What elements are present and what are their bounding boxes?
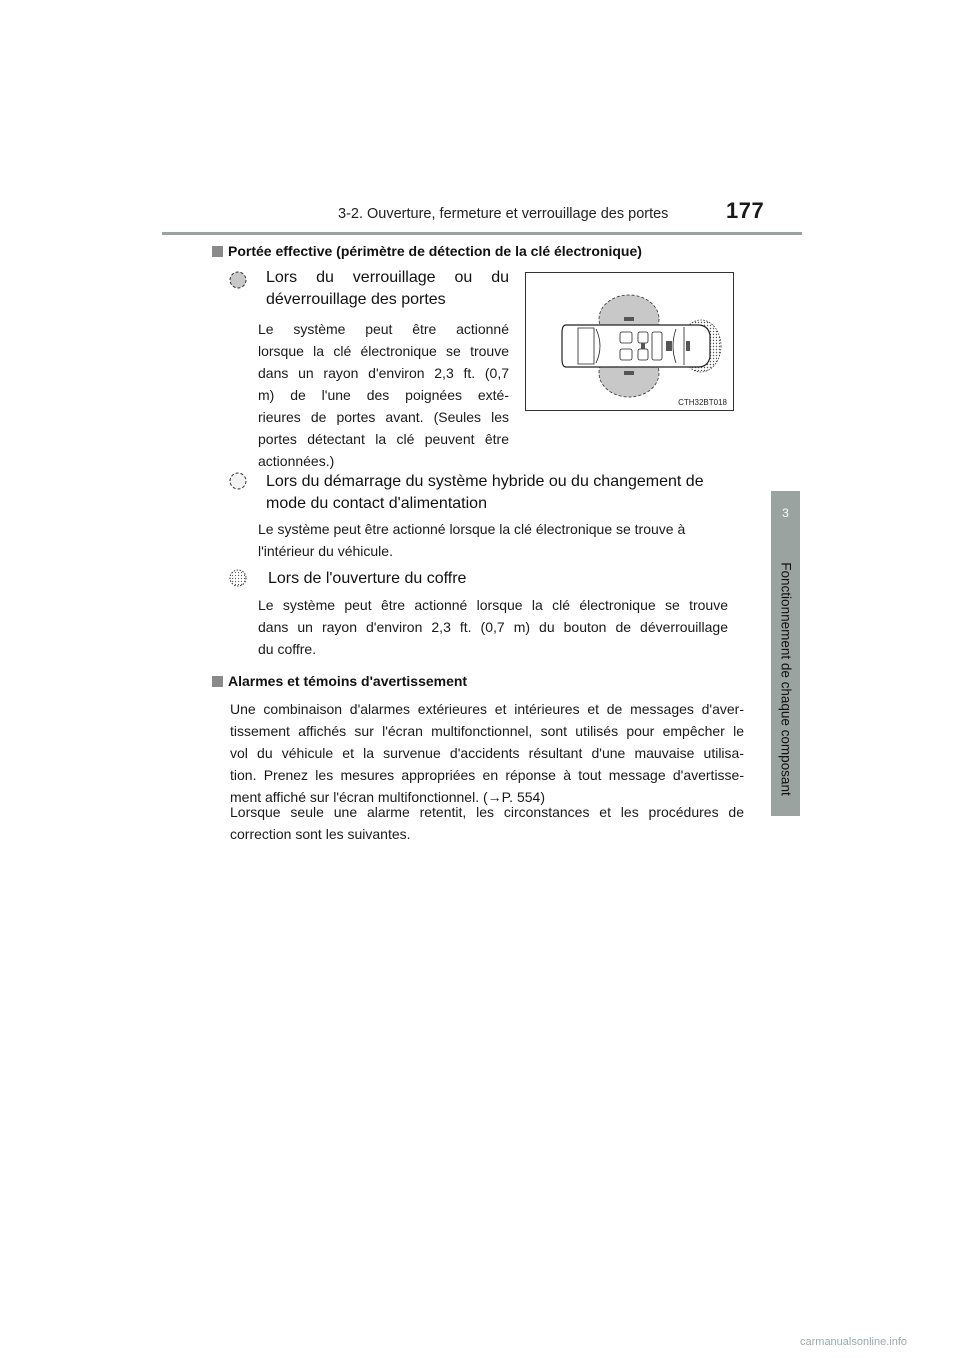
page-number: 177 bbox=[726, 198, 765, 223]
alarms-heading-text: Alarmes et témoins d'avertissement bbox=[228, 673, 468, 689]
item3-text-line: Le système peut être actionné lorsque la clé électronique se trouve bbox=[258, 597, 728, 613]
item2-text-line: Le système peut être actionné lorsque la clé électronique se trouve à bbox=[258, 521, 686, 537]
item2-text bbox=[258, 518, 738, 562]
item1-text-line: lorsque la clé électronique se trouve bbox=[258, 343, 509, 359]
square-bullet-icon bbox=[212, 676, 223, 687]
item1-text bbox=[258, 318, 509, 472]
alarms-heading bbox=[212, 673, 467, 689]
figure-code: CTH32BT018 bbox=[678, 398, 727, 407]
alarms-p1-line: Une combinaison d'alarmes extérieures et intérieures et de messages d'aver- bbox=[230, 701, 744, 717]
antenna-mark bbox=[666, 341, 672, 351]
item1-title-word: ou bbox=[454, 269, 473, 286]
item1-title-line1 bbox=[266, 267, 509, 289]
item1-text-line: actionnées.) bbox=[258, 453, 335, 469]
item1-title-line2: déverrouillage des portes bbox=[266, 291, 446, 308]
item3-title: Lors de l'ouverture du coffre bbox=[268, 570, 467, 587]
antenna-mark bbox=[686, 341, 690, 351]
alarms-paragraph-2 bbox=[230, 801, 744, 845]
item3-text-line: dans un rayon d'environ 2,3 ft. (0,7 m) du bouton de déverrouillage bbox=[258, 619, 728, 635]
chapter-label-text: Fonctionnement de chaque composant bbox=[778, 561, 793, 796]
detection-range-figure bbox=[525, 272, 734, 411]
dotted-circle-icon bbox=[228, 568, 248, 588]
item2-title-line: mode du contact d'alimentation bbox=[266, 495, 487, 512]
item1-text-line: Le système peut être actionné bbox=[258, 321, 509, 337]
antenna-mark bbox=[624, 317, 634, 321]
effective-range-heading-text: Portée effective (périmètre de détection de la clé électronique) bbox=[228, 243, 642, 259]
item2-title bbox=[266, 471, 736, 515]
item1-title-word: Lors bbox=[266, 269, 298, 286]
item1-title-word: verrouillage bbox=[352, 269, 436, 286]
rear-seat bbox=[652, 332, 662, 360]
alarms-paragraph-1 bbox=[230, 698, 744, 808]
header-divider bbox=[162, 232, 802, 235]
effective-range-heading bbox=[212, 243, 642, 259]
square-bullet-icon bbox=[212, 246, 223, 257]
alarms-p1-line: tion. Prenez les mesures appropriées en réponse à tout message d'avertisse- bbox=[230, 767, 744, 783]
alarms-p2-line: correction sont les suivantes. bbox=[230, 826, 411, 842]
seat bbox=[638, 332, 648, 343]
item3-text-line: du coffre. bbox=[258, 641, 317, 657]
antenna-mark bbox=[641, 343, 645, 349]
alarms-p1-line: vol du véhicule et la survenue d'accidents résultant d'une mauvaise utilisa- bbox=[230, 745, 744, 761]
alarms-p2-line: Lorsque seule une alarme retentit, les circonstances et les procédures de bbox=[230, 804, 744, 820]
item1-text-line: m) de l'une des poignées exté- bbox=[258, 387, 509, 403]
dashed-circle-icon bbox=[228, 270, 248, 290]
chapter-number: 3 bbox=[782, 506, 789, 520]
item1-text-line: rieures de portes avant. (Seules les bbox=[258, 409, 509, 425]
item2-title-line: Lors du démarrage du système hybride ou du changement de bbox=[266, 473, 704, 490]
seat bbox=[620, 349, 632, 360]
watermark-text: carmanualsonline.info bbox=[800, 1336, 908, 1348]
seat bbox=[638, 349, 648, 360]
seat bbox=[620, 332, 632, 343]
item1-title-word: du bbox=[491, 269, 509, 286]
alarms-p1-line: ment affiché sur l'écran multifonctionnel. (→P. 554) bbox=[230, 789, 545, 805]
light-circle-icon bbox=[228, 471, 248, 491]
car-top-view-illustration bbox=[526, 273, 733, 410]
item1-title-word: du bbox=[316, 269, 334, 286]
item1-text-line: dans un rayon d'environ 2,3 ft. (0,7 bbox=[258, 365, 509, 381]
item3-text bbox=[258, 594, 728, 660]
chapter-label bbox=[771, 546, 800, 811]
alarms-p1-line: tissement affichés sur l'écran multifonctionnel, sont utilisés pour empêcher le bbox=[230, 723, 744, 739]
antenna-mark bbox=[624, 371, 634, 375]
item1-text-line: portes détectant la clé peuvent être bbox=[258, 431, 509, 447]
item2-text-line: l'intérieur du véhicule. bbox=[258, 543, 393, 559]
section-title: 3-2. Ouverture, fermeture et verrouillage des portes bbox=[338, 206, 669, 222]
item1-title bbox=[266, 267, 509, 311]
